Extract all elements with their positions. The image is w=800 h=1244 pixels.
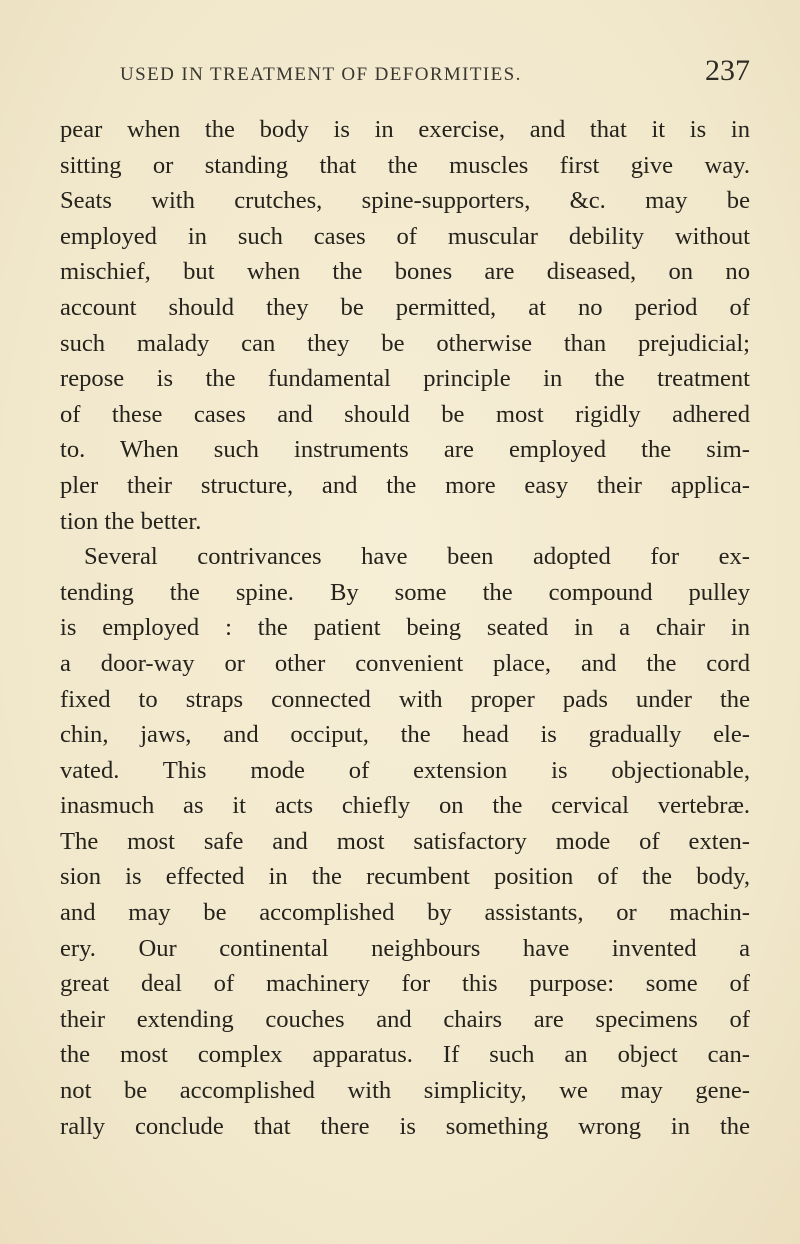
page-number: 237 [705, 54, 750, 87]
text-line: great deal of machinery for this purpose: some of [60, 970, 750, 998]
running-head: USED IN TREATMENT OF DEFORMITIES. [120, 64, 522, 85]
text-line: of these cases and should be most rigidly adhered [60, 400, 750, 428]
text-line: and may be accomplished by assistants, or machin- [60, 899, 750, 927]
text-line: to. When such instruments are employed the sim- [60, 436, 750, 464]
body-text [60, 112, 750, 1144]
text-line: Seats with crutches, spine-supporters, &c. may be [60, 187, 750, 215]
text-line: such malady can they be otherwise than prejudicial; [60, 329, 750, 357]
text-line: inasmuch as it acts chiefly on the cervical vertebræ. [60, 792, 750, 820]
text-line: mischief, but when the bones are diseased, on no [60, 258, 750, 286]
text-line: rally conclude that there is something wrong in the [60, 1112, 750, 1140]
text-line: fixed to straps connected with proper pads under the [60, 685, 750, 713]
text-line: repose is the fundamental principle in the treatment [60, 365, 750, 393]
text-line: is employed : the patient being seated in a chair in [60, 614, 750, 642]
text-line: tending the spine. By some the compound pulley [60, 578, 750, 606]
text-line: the most complex apparatus. If such an object can- [60, 1041, 750, 1069]
text-line-paragraph-start: Several contrivances have been adopted for ex- [84, 543, 750, 571]
text-line: The most safe and most satisfactory mode of exten- [60, 827, 750, 855]
text-line: account should they be permitted, at no period of [60, 293, 750, 321]
text-line: sion is effected in the recumbent position of the body, [60, 863, 750, 891]
text-line: sitting or standing that the muscles first give way. [60, 151, 750, 179]
text-line: pler their structure, and the more easy their applica- [60, 471, 750, 499]
text-line: vated. This mode of extension is objectionable, [60, 756, 750, 784]
text-line: ery. Our continental neighbours have invented a [60, 934, 750, 962]
text-line: employed in such cases of muscular debility without [60, 222, 750, 250]
text-line: their extending couches and chairs are specimens of [60, 1005, 750, 1033]
page-header [60, 56, 750, 100]
text-line: chin, jaws, and occiput, the head is gradually ele- [60, 721, 750, 749]
text-line: not be accomplished with simplicity, we may gene- [60, 1077, 750, 1105]
text-line-paragraph-end: tion the better. [60, 507, 202, 535]
text-line: a door-way or other convenient place, and the cord [60, 649, 750, 677]
text-line: pear when the body is in exercise, and that it is in [60, 116, 750, 143]
